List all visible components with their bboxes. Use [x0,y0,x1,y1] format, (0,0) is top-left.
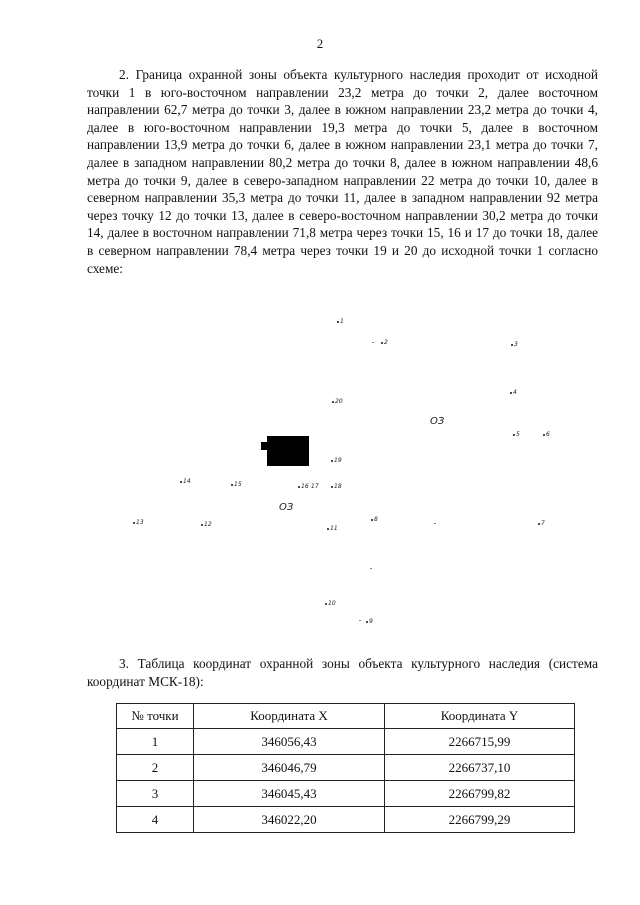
point-20: 20 [332,398,343,405]
coordinates-intro [87,655,598,690]
cell-coordinate-x: 346046,79 [194,755,385,781]
coordinates-table [116,703,575,833]
scan-speck [370,568,372,569]
point-12: 12 [201,521,212,528]
header-coordinate-y: Координата Y [385,704,575,729]
point-18: 18 [331,483,342,490]
point-6: 6 [543,431,550,438]
scan-speck [359,620,361,621]
cell-point-number: 3 [117,781,194,807]
boundary-description [87,66,598,277]
point-13: 13 [133,519,144,526]
cell-coordinate-x: 346045,43 [194,781,385,807]
header-point-number: № точки [117,704,194,729]
point-17: 17 [311,483,319,490]
point-3: 3 [511,341,518,348]
table-header-row [117,704,575,729]
point-7: 7 [538,520,545,527]
zone-label: ОЗ [279,502,294,513]
cell-coordinate-y: 2266799,29 [385,807,575,833]
point-5: 5 [513,431,520,438]
boundary-description-text: 2. Граница охранной зоны объекта культурного наследия проходит от исходной точки 1 в юго-восточном направлении 23,2 метра до точки 2, далее восточном направлении 62,7 метра до точки 3, далее в южном направлении 23,2 метра до точки 4, далее в юго-восточном направлении 19,3 метра до точки 5, далее в восточном направлении 13,9 метра до точки 6, далее в южном направлении 23,1 метра до точки 7, далее в западном направлении 80,2 метра до точки 8, далее в южном направлении 48,6 метра до точки 9, далее в северо-западном направлении 22 метра до точки 10, далее в северном направлении 35,3 метра до точки 11, далее в западном направлении 92 метра через точку 12 до точки 13, далее в северо-восточном направлении 30,2 метра до точки 14, далее в восточном направлении 71,8 метра через точки 15, 16 и 17 до точки 18, далее в северном направлении 78,4 метра через точки 19 и 20 до исходной точки 1 согласно схеме: [87,67,598,276]
point-10: 10 [325,600,336,607]
point-2: 2 [381,339,388,346]
cell-coordinate-y: 2266715,99 [385,729,575,755]
point-9: 9 [366,618,373,625]
point-1: 1 [337,318,344,325]
coordinates-intro-text: 3. Таблица координат охранной зоны объекта культурного наследия (система координат МСК-18): [87,656,598,689]
boundary-scheme [0,300,640,640]
table-row [117,781,575,807]
zone-label: ОЗ [430,416,445,427]
cell-point-number: 1 [117,729,194,755]
point-11: 11 [327,525,338,532]
table-row [117,729,575,755]
cell-point-number: 2 [117,755,194,781]
heritage-building [267,436,309,466]
table-row [117,755,575,781]
cell-coordinate-x: 346022,20 [194,807,385,833]
point-4: 4 [510,389,517,396]
cell-coordinate-y: 2266799,82 [385,781,575,807]
point-8: 8 [371,516,378,523]
cell-point-number: 4 [117,807,194,833]
point-15: 15 [231,481,242,488]
page-number: 2 [316,36,324,51]
cell-coordinate-y: 2266737,10 [385,755,575,781]
point-19: 19 [331,457,342,464]
scan-speck [434,523,436,524]
cell-coordinate-x: 346056,43 [194,729,385,755]
header-coordinate-x: Координата X [194,704,385,729]
scan-speck [372,342,374,343]
point-14: 14 [180,478,191,485]
table-row [117,807,575,833]
point-16: 16 [298,483,309,490]
